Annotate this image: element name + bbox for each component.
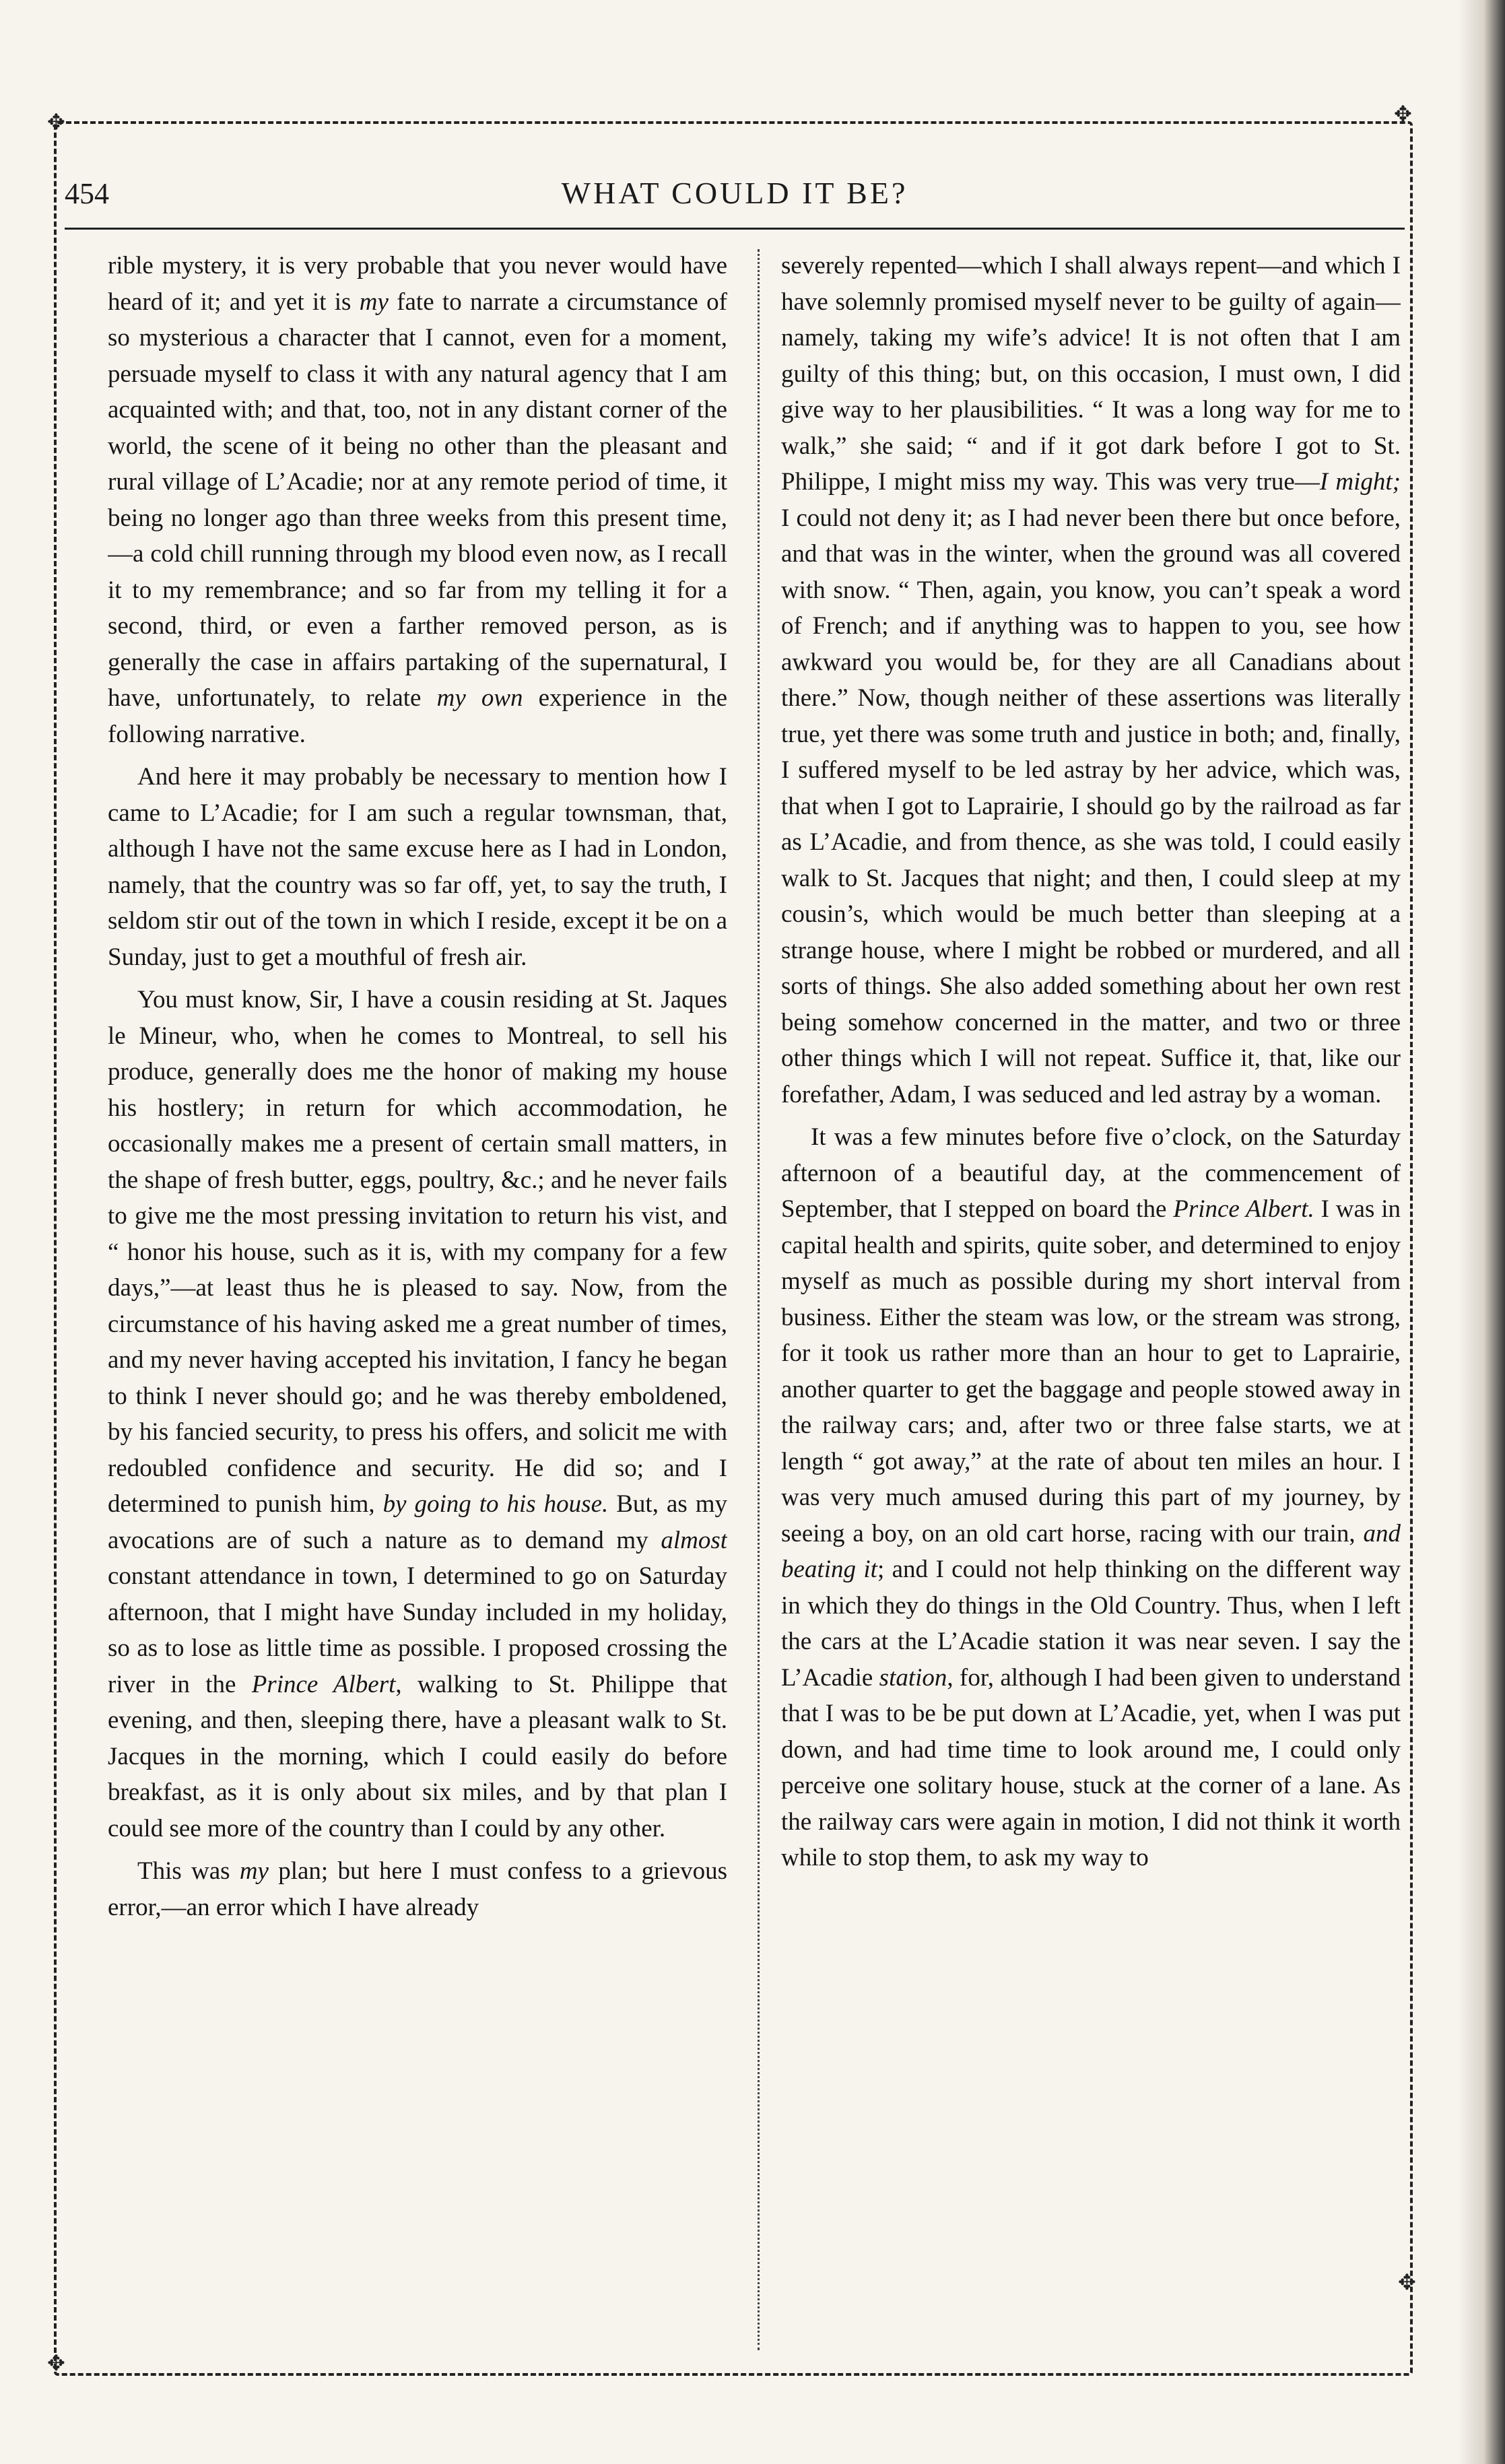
text-run: I was in capital health and spirits, quite sober, and determined to enjoy myself as much as possible during my short interval from business. Either the steam was low, or the stream was strong, for it took us rather more than an hour to get to Laprairie, another quarter to get the baggage and people stowed away in the railway cars; and, after two or three false starts, we at length “ got away,” at the rate of about ten miles an hour. I was very much amused during this part of my journey, by seeing a boy, on an old cart horse, racing with our train, [781,1195,1401,1547]
text-run: ; and I could not help thinking on the different way in which they do things in the Old Country. Thus, when I left the cars at the L’Acadie station it was near seven. I say the L’Acadie [781,1556,1401,1692]
left-text-column [108,248,727,2362]
italic-text: my [239,1857,269,1885]
paragraph [108,759,727,975]
right-text-column [781,248,1401,2362]
text-run: And here it may probably be necessary to mention how I came to L’Acadie; for I am such a regular townsman, that, although I have not the same excuse here as I had in London, namely, that the country was so far off, yet, to say the truth, I seldom stir out of the town in which I reside, except it be on a Sunday, just to get a mouthful of fresh air. [108,763,727,971]
italic-text: Prince Albert. [1173,1195,1314,1223]
text-run: , for, although I had been given to understand that I was to be be put down at L’Acadie, yet, when I was put down, and had time time to look around me, I could only perceive one solitary house, stuck at the corner of a lane. As the railway cars were again in motion, I did not think it worth while to stop them, to ask my way to [781,1663,1401,1871]
page-number: 454 [65,177,109,210]
italic-text: by going to his house. [382,1490,609,1518]
text-run: But, as my avocations are of such a nature as to demand my [108,1490,727,1554]
text-run: plan; but here I must confess to a grievous error,—an error which I have already [108,1857,727,1921]
text-run: rible mystery, it is very probable that you never would have heard of it; and yet it is [108,252,727,316]
paragraph [781,248,1401,1112]
text-run: experience in the following narrative. [108,684,727,748]
border-ornament-top-right: ✥ [1394,101,1412,127]
column-divider [758,249,760,2350]
paragraph [108,982,727,1846]
text-run: severely repented—which I shall always repent—and which I have solemnly promised myself never to be guilty of again—namely, taking my wife’s advice! It is not often that I am guilty of this thing; but, on this occasion, I must own, I did give way to her plausibilities. “ It was a long way for me to walk,” she said; “ and if it got dark before I got to St. Philippe, I might miss my way. This was very true— [781,252,1401,496]
paragraph [781,1119,1401,1876]
italic-text: my own [436,684,523,712]
border-ornament-top-left: ✥ [47,109,65,135]
italic-text: station [879,1663,947,1692]
paragraph [108,1853,727,1925]
italic-text: and beating it [781,1519,1401,1583]
text-run: I could not deny it; as I had never been there but once before, and that was in the winter, when the ground was all covered with snow. “ Then, again, you know, you can’t speak a word of French; and if anything was to happen to you, see how awkward you would be, for they are all Canadians about there.” Now, though neither of these assertions was literally true, yet there was some truth and justice in both; and, finally, I suffered myself to be led astray by her advice, which was, that when I got to Laprairie, I should go by the railroad as far as L’Acadie, and from thence, as she was told, I could easily walk to St. Jacques that night; and then, I could sleep at my cousin’s, which would be much better than sleeping at a strange house, where I might be robbed or murdered, and all sorts of things. She also added something about her own rest being somehow concerned in the matter, and two or three other things which I will not repeat. Suffice it, that, like our forefather, Adam, I was seduced and led astray by a woman. [781,504,1401,1108]
running-header [65,162,1405,229]
page-edge-shadow [1458,0,1505,2464]
text-run: This was [137,1857,240,1885]
italic-text: almost [661,1526,727,1554]
text-run: fate to narrate a circumstance of so mysterious a character that I cannot, even for a moment, persuade myself to class it with any natural agency that I am acquainted with; and that, too, not in any distant corner of the world, the scene of it being no other than the pleasant and rural village of L’Acadie; nor at any remote period of time, it being no longer ago than three weeks from this present time,—a cold chill running through my blood even now, as I recall it to my remembrance; and so far from my telling it for a second, third, or even a farther removed person, as is generally the case in affairs partaking of the supernatural, I have, unfortunately, to relate [108,288,727,712]
italic-text: Prince Albert [251,1670,396,1698]
italic-text: I might; [1319,468,1401,496]
header-rule [65,228,1405,230]
paragraph [108,248,727,752]
text-run: It was a few minutes before five o’clock, on the Saturday afternoon of a beautiful day, at the commencement of September, that I stepped on board the [781,1123,1401,1223]
running-title: WHAT COULD IT BE? [561,176,908,210]
border-ornament-bottom-right: ✥ [1398,2269,1416,2295]
text-run: constant attendance in town, I determined to go on Saturday afternoon, that I might have Sunday included in my holiday, so as to lose as little time as possible. I proposed crossing the river in the [108,1562,727,1698]
text-run: , walking to St. Philippe that evening, and then, sleeping there, have a pleasant walk to St. Jacques in the morning, which I could easily do before breakfast, as it is only about six miles, and by that plan I could see more of the country than I could by any other. [108,1670,727,1842]
border-ornament-bottom-left: ✥ [47,2350,65,2376]
text-run: You must know, Sir, I have a cousin residing at St. Jaques le Mineur, who, when he comes to Montreal, to sell his produce, generally does me the honor of making my house his hostlery; in return for which accommodation, he occasionally makes me a present of certain small matters, in the shape of fresh butter, eggs, poultry, &c.; and he never fails to give me the most pressing invitation to return his vist, and “ honor his house, such as it is, with my company for a few days,”—at least thus he is pleased to say. Now, from the circumstance of his having asked me a great number of times, and my never having accepted his invitation, I fancy he began to think I never should go; and he was thereby emboldened, by his fancied security, to press his offers, and solicit me with redoubled confidence and security. He did so; and I determined to punish him, [108,986,727,1518]
italic-text: my [359,288,389,316]
